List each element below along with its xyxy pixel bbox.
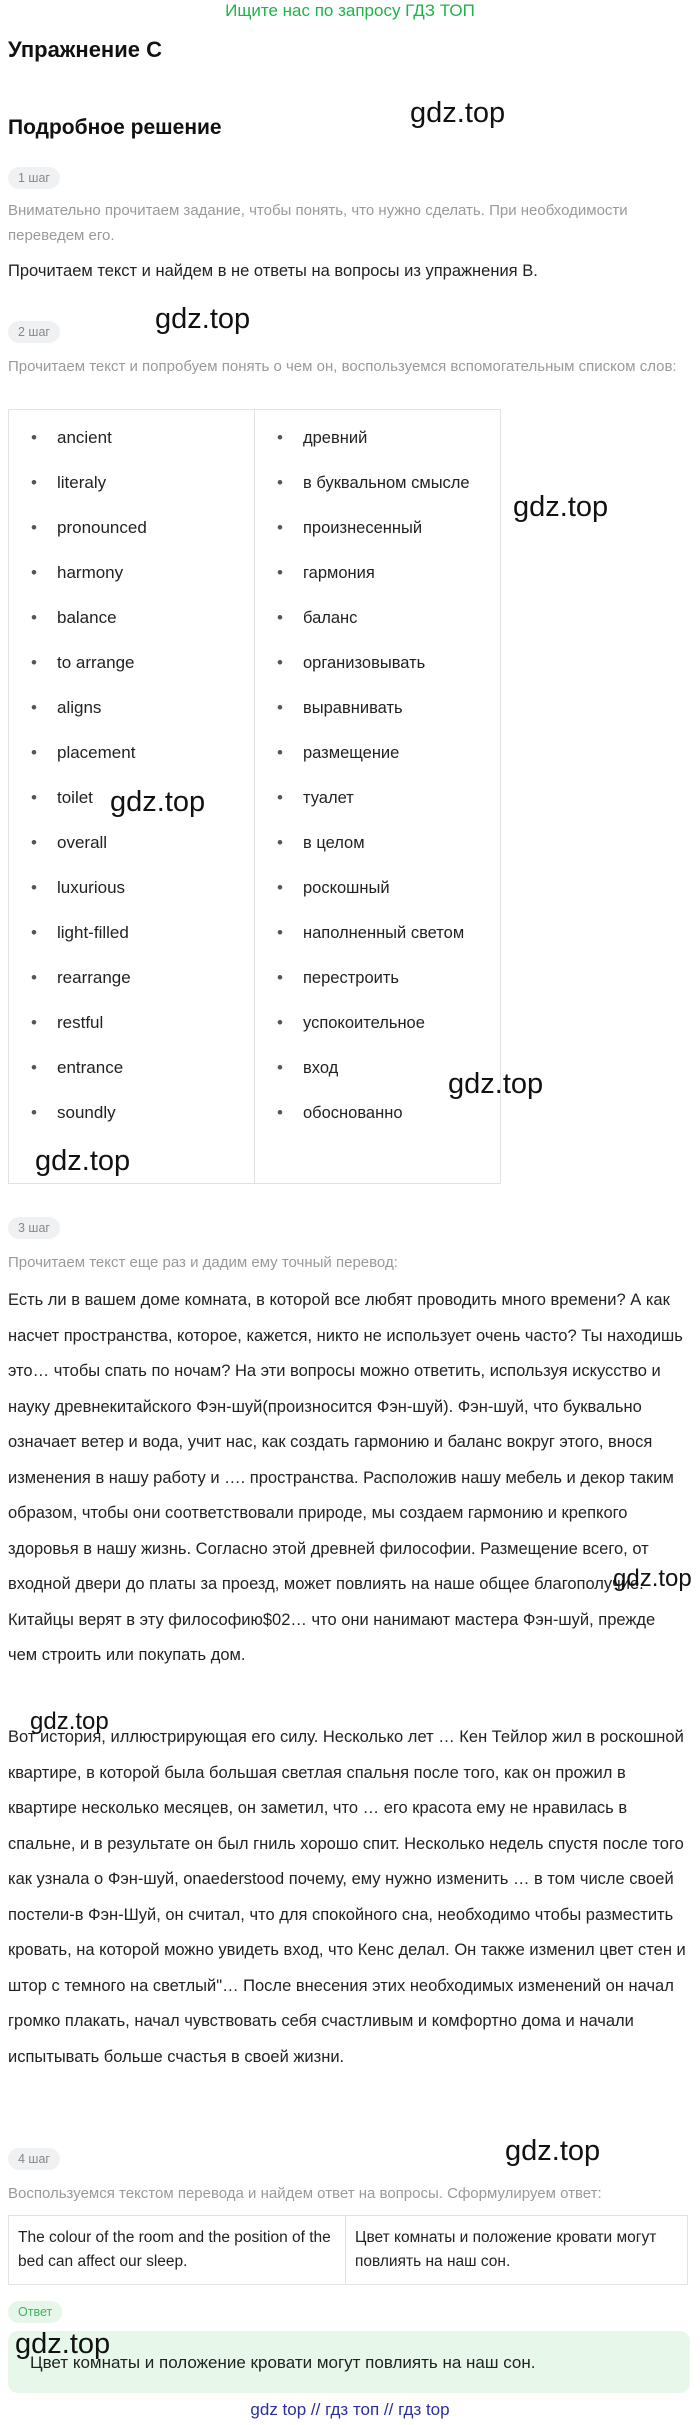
- vocab-ru-item: • обоснованно: [255, 1100, 501, 1145]
- vocab-ru-item: • баланс: [255, 605, 501, 650]
- watermark: gdz.top: [410, 97, 506, 129]
- vocab-ru-item: • выравнивать: [255, 695, 501, 740]
- top-search-link[interactable]: Ищите нас по запросу ГДЗ ТОП: [225, 1, 475, 20]
- watermark: gdz.top: [505, 2135, 601, 2167]
- vocab-en-item: • pronounced: [9, 515, 254, 560]
- step-1-hint: Внимательно прочитаем задание, чтобы понять, что нужно сделать. При необходимости переведем его.: [8, 202, 628, 244]
- vocab-ru-item: • древний: [255, 425, 501, 470]
- vocab-en-item: • balance: [9, 605, 254, 650]
- vocab-en-item: • restful: [9, 1010, 254, 1055]
- vocab-ru-item: • вход: [255, 1055, 501, 1100]
- answer-table-divider: [345, 2216, 346, 2284]
- answer-table: [8, 2215, 688, 2285]
- vocab-ru-item: • туалет: [255, 785, 501, 830]
- vocab-en-item: • luxurious: [9, 875, 254, 920]
- vocab-ru-item: • в буквальном смысле: [255, 470, 501, 515]
- step-2-hint: Прочитаем текст и попробуем понять о чем он, воспользуемся вспомогательным списком слов:: [8, 358, 677, 375]
- vocab-en-item: • harmony: [9, 560, 254, 605]
- watermark: gdz.top: [30, 1708, 109, 1735]
- step-3-hint: Прочитаем текст еще раз и дадим ему точный перевод:: [8, 1254, 398, 1271]
- vocabulary-russian-list: [255, 425, 501, 1145]
- vocab-en-item: • overall: [9, 830, 254, 875]
- vocab-en-item: • entrance: [9, 1055, 254, 1100]
- step-2-badge: 2 шаг: [8, 321, 60, 343]
- translation-paragraph-1: Есть ли в вашем доме комната, в которой все любят проводить много времени? А как насчет пространства, которое, кажется, никто не использует очень часто? Ты находишь это… чтобы спать по ночам? На эти вопросы можно ответить, используя искусство и науку древнекитайского Фэн-шуй(произносится Фэн-шуй). Фэн-шуй, что буквально означает ветер и вода, учит нас, как создать гармонию и баланс вокруг этого, внося изменения в нашу работу и …. пространства. Расположив нашу мебель и декор таким образом, чтобы они соответствовали природе, мы создаем гармонию и крепкого здоровья в нашу жизнь. Согласно этой древней философии. Размещение всего, от входной двери до платы за проезд, может повлиять на наше общее благополучие. Китайцы верят в эту философию$02… что они нанимают мастера Фэн-шуй, прежде чем строить или покупать дом.: [8, 1291, 683, 1664]
- answer-badge: Ответ: [8, 2301, 62, 2323]
- watermark: gdz.top: [35, 1145, 131, 1177]
- vocab-en-item: • literaly: [9, 470, 254, 515]
- answer-box: [8, 2331, 690, 2393]
- watermark: gdz.top: [613, 1565, 692, 1592]
- answer-english-cell: The colour of the room and the position of the bed can affect our sleep.: [18, 2229, 331, 2270]
- vocab-ru-item: • перестроить: [255, 965, 501, 1010]
- step-4-badge: 4 шаг: [8, 2148, 60, 2170]
- vocab-ru-item: • гармония: [255, 560, 501, 605]
- translation-paragraph-2: Вот история, иллюстрирующая его силу. Несколько лет … Кен Тейлор жил в роскошной квартире, в которой была большая светлая спальня после того, как он прожил в квартире несколько месяцев, он заметил, что … его красота ему не нравилась в спальне, и в результате он был гниль хорошо спит. Несколько недель спустя после того как узнала о Фэн-шуй, onaederstood почему, ему нужно изменить … в том числе своей постели-в Фэн-Шуй, он считал, что для спокойного сна, необходимо чтобы разместить кровать, на которой можно увидеть вход, что Кенс делал. Он также изменил цвет стен и штор с темного на светлый"… После внесения этих необходимых изменений он начал громко плакать, начал чувствовать себя счастливым и комфортно дома и начали испытывать больше счастья в своей жизни.: [8, 1728, 686, 2066]
- vocab-en-item: • ancient: [9, 425, 254, 470]
- step-1-badge: 1 шаг: [8, 167, 60, 189]
- vocab-en-item: • soundly: [9, 1100, 254, 1145]
- vocab-ru-item: • размещение: [255, 740, 501, 785]
- page-title: Упражнение C: [8, 37, 162, 62]
- watermark: gdz.top: [155, 303, 251, 335]
- vocab-en-item: • light-filled: [9, 920, 254, 965]
- watermark: gdz.top: [110, 786, 206, 818]
- vocab-ru-item: • в целом: [255, 830, 501, 875]
- vocab-ru-item: • произнесенный: [255, 515, 501, 560]
- vocab-en-item: • toilet: [9, 785, 254, 830]
- vocabulary-table: [8, 409, 501, 1184]
- step-3-badge: 3 шаг: [8, 1217, 60, 1239]
- vocab-ru-item: • наполненный светом: [255, 920, 501, 965]
- vocab-en-item: • placement: [9, 740, 254, 785]
- vocab-ru-item: • организовывать: [255, 650, 501, 695]
- vocab-en-item: • to arrange: [9, 650, 254, 695]
- step-1-text: Прочитаем текст и найдем в не ответы на вопросы из упражнения B.: [8, 262, 538, 280]
- watermark: gdz.top: [15, 2328, 111, 2360]
- answer-russian-cell: Цвет комнаты и положение кровати могут повлиять на наш сон.: [355, 2229, 657, 2270]
- vocab-ru-item: • успокоительное: [255, 1010, 501, 1055]
- answer-text: Цвет комнаты и положение кровати могут повлиять на наш сон.: [30, 2353, 536, 2372]
- watermark: gdz.top: [448, 1068, 544, 1100]
- vocab-en-item: • aligns: [9, 695, 254, 740]
- footer-links[interactable]: gdz top // гдз топ // гдз top: [250, 2400, 450, 2419]
- solution-heading: Подробное решение: [8, 116, 222, 139]
- vocab-en-item: • rearrange: [9, 965, 254, 1010]
- step-4-hint: Воспользуемся текстом перевода и найдем ответ на вопросы. Сформулируем ответ:: [8, 2185, 602, 2202]
- watermark: gdz.top: [513, 491, 609, 523]
- vocab-ru-item: • роскошный: [255, 875, 501, 920]
